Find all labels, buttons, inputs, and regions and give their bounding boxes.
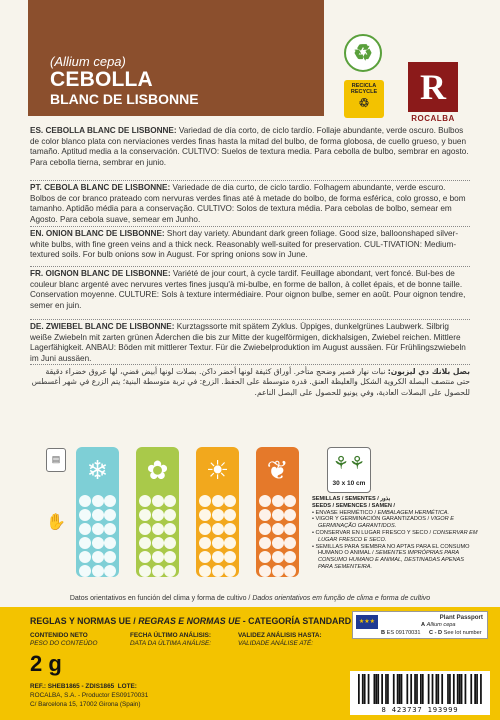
section-text: Variété de jour court, à cycle tardif. Feuillage abondant, vert foncé. Bul-bes de couleur blanc argenté avec nervures vertes fines jusqu'à mi-bulbe, en forme de ballon, à collet épais, et de bonne taille. Conservation moyenne. CULTURE: Sols à texture intermédiaire. Pour oignon bulbe, semer en août. Pour oignon tendre, semer en juin.	[30, 269, 466, 310]
month-dot	[104, 523, 116, 535]
month-dot	[284, 523, 296, 535]
month-dot	[104, 537, 116, 549]
month-dot	[152, 551, 164, 563]
barcode-bar	[375, 674, 377, 704]
month-dot	[272, 551, 284, 563]
section-pt	[30, 183, 470, 225]
barcode-bar	[364, 674, 366, 704]
month-dot	[92, 537, 104, 549]
month-dot	[272, 523, 284, 535]
barcode-bars	[358, 674, 482, 704]
section-text: Short day variety. Abundant dark green foliage. Good size, balloonshaped silver-white bulbs, with fine green veins and a thick neck. Reasonably well-suited for preservation. CUL-TIVATION: Medium-textured soils. For bulb onions sow in August. For spring onions sow in June.	[30, 229, 459, 260]
month-dot	[224, 495, 236, 507]
month-dot	[212, 509, 224, 521]
month-dot	[259, 551, 271, 563]
section-text: Variedade de dia curto, de ciclo tardio. Folhagem abundante, verde escuro. Bolbos de cor branco prateado com nervuras verdes finas até à metade do bolbo, de forma esférica, colo grosso, e bom tamanho. Aptidão média para a conservação. CULTIVO: Solos de textura média. Para cebolas de bolbo, semear em Agosto. Para cebola suave, semear em Junho.	[30, 183, 466, 224]
month-dot	[224, 523, 236, 535]
section-en	[30, 229, 470, 261]
month-dot	[92, 565, 104, 577]
month-dot	[92, 509, 104, 521]
month-dot	[152, 509, 164, 521]
barcode-bar	[459, 674, 461, 704]
seeds-info	[312, 496, 478, 571]
month-dot	[224, 537, 236, 549]
barcode-bar	[406, 674, 408, 704]
planting-spacing-icon: ⚘⚘	[327, 447, 371, 493]
passport-line-b: B ES 09170031	[381, 630, 421, 636]
month-dot	[272, 565, 284, 577]
month-dot	[164, 523, 176, 535]
divider	[30, 266, 470, 267]
month-dot	[284, 565, 296, 577]
last-analysis-label: FECHA ÚLTIMO ANÁLISIS: DATA DA ÚLTIMA ANÁLISE:	[130, 632, 212, 647]
barcode-bar	[465, 674, 467, 704]
section-text: Variedad de día corto, de ciclo tardío. Follaje abundante, verde oscuro. Bulbos de color blanco plata con nerviaciones verdes finas hasta la mitad del bulbo, de forma globosa, de cuello grueso, y buen tamaño. Aptitud media a la conservación. CULTIVO: Suelos de textura media. Para cebolla de bulbo, sembrar en agosto. Para cebolla tierna, sembrar en junio.	[30, 126, 469, 167]
barcode-bar	[362, 674, 364, 704]
month-dot	[259, 509, 271, 521]
seed-note: • ENVASE HERMÉTICO / EMBALAGEM HERMÉTICA.	[312, 509, 450, 516]
month-dot	[104, 509, 116, 521]
address-line: C/ Barcelona 15, 17002 Girona (Spain)	[30, 701, 141, 708]
month-dot	[79, 509, 91, 521]
barcode-bar	[432, 674, 434, 704]
leaf-icon: ❦	[266, 455, 289, 485]
section-label: بصل بلانك دي ليزبون:	[387, 367, 470, 376]
barcode-bar	[399, 674, 401, 704]
barcode-bar	[358, 674, 360, 704]
month-dot	[259, 565, 271, 577]
month-dot	[92, 551, 104, 563]
recycle-label: RECICLA RECYCLE	[350, 83, 378, 95]
eu-rules-title: REGLAS Y NORMAS UE / REGRAS E NORMAS UE - CATEGORÍA STANDARD	[30, 616, 352, 626]
month-dot	[199, 495, 211, 507]
month-dot	[79, 551, 91, 563]
seeds-heading: SEMILLAS / SEMENTES /	[312, 496, 379, 502]
month-dot	[259, 495, 271, 507]
barcode-bar	[393, 674, 395, 704]
product-subtitle: BLANC DE LISBONNE	[50, 91, 199, 107]
section-label: ES. CEBOLLA BLANC DE LISBONNE:	[30, 126, 177, 135]
climate-footnote: Datos orientativos en función del clima y forma de cultivo / Dados orientativos em função de clima e forma de cultivo	[69, 595, 431, 602]
section-de	[30, 322, 470, 364]
month-dot	[139, 565, 151, 577]
barcode-bar	[441, 674, 443, 704]
barcode-bar	[374, 674, 376, 704]
barcode-bar	[428, 674, 430, 704]
analysis-validity-label: VALIDEZ ANÁLISIS HASTA: VALIDADE ANÁLISE ATÉ:	[238, 632, 322, 647]
month-dot	[164, 551, 176, 563]
divider	[30, 226, 470, 227]
month-dot	[284, 495, 296, 507]
passport-line-cd: C - D See lot number	[429, 630, 482, 636]
barcode-number: 8 423737 193999	[381, 705, 459, 714]
section-label: FR. OIGNON BLANC DE LISBONNE:	[30, 269, 171, 278]
month-dot	[139, 537, 151, 549]
seed-note: • VIGOR Y GERMINACIÓN GARANTIZADOS / VIGOR E GERMINAÇÃO GARANTIDOS.	[312, 516, 454, 530]
green-dot-recycle-icon: ♻	[344, 34, 382, 72]
spacing-label: 30 x 10 cm	[332, 480, 366, 487]
month-dot	[139, 495, 151, 507]
season-autumn	[256, 447, 299, 577]
recycle-bin-icon: RECICLA RECYCLE ♲	[344, 80, 384, 118]
month-dot	[284, 509, 296, 521]
divider	[30, 180, 470, 181]
month-dot	[164, 565, 176, 577]
header-banner	[28, 0, 324, 116]
month-dot	[139, 551, 151, 563]
barcode-bar	[414, 674, 416, 704]
month-dot	[284, 537, 296, 549]
barcode-bar	[420, 674, 422, 704]
section-label: EN. ONION BLANC DE LISBONNE:	[30, 229, 165, 238]
section-text: Kurztagssorte mit spätem Zyklus. Üppiges, dunkelgrünes Laubwerk. Silbrig weiße Zwiebeln mit zarten grünen Äderchen die bis zur Mitte der kugelförmigen, dickhalsigen, Zwiebel reichen. Mittlere Lagerfähigkeit. ANBAU: Böden mit mittlerer Textur. Für die Zwiebelproduktion im August aussäen. Für Frühlingszwiebeln im Juni aussäen.	[30, 322, 466, 363]
month-dot	[139, 509, 151, 521]
barcode-bar	[381, 674, 383, 704]
season-winter	[76, 447, 119, 577]
barcode-bar	[437, 674, 439, 704]
month-dot	[224, 565, 236, 577]
month-dot	[212, 537, 224, 549]
month-dot	[104, 565, 116, 577]
month-dot	[272, 537, 284, 549]
plant-passport-title: Plant Passport	[439, 614, 483, 621]
month-dot	[212, 495, 224, 507]
eu-flag-icon: ★★★	[356, 615, 378, 629]
barcode-bar	[474, 674, 476, 704]
month-dot	[199, 523, 211, 535]
barcode-bar	[410, 674, 412, 704]
section-text: نبات نهار قصير وضحج متأخر. أوراق كثيفة لونها أخضر داكن. بصلات لونها أبيض فضي، لها عروق خضراء دقيقة حتى منتصف البصلة الكروية الشكل والغليظة العنق. قدرة متوسطة على الحفظ. الزرع: في تربة متوسطة البنية؛ يتم الزرع في شهر أغسطس للحصول على البصلات العادية، وفي يونيو للحصول على البصل الناعم.	[31, 367, 470, 397]
seeds-heading2: SEEDS / SEMENCES / SAMEN /	[312, 502, 395, 509]
product-title: CEBOLLA	[50, 68, 153, 91]
flower-icon: ✿	[146, 455, 169, 485]
barcode-bar	[461, 674, 463, 704]
month-dot	[92, 495, 104, 507]
season-spring	[136, 447, 179, 577]
barcode-bar	[368, 674, 370, 704]
month-dot	[164, 537, 176, 549]
season-summer	[196, 447, 239, 577]
month-dot	[272, 509, 284, 521]
barcode-bar	[476, 674, 478, 704]
month-dot	[212, 565, 224, 577]
month-dot	[199, 551, 211, 563]
barcode-bar	[422, 674, 424, 704]
reference-line: REF.: SHEB1865 - ZDIS1865 LOTE:	[30, 683, 137, 690]
snowflake-icon: ❄	[86, 455, 109, 485]
month-dot	[152, 537, 164, 549]
month-dot	[164, 509, 176, 521]
barcode-bar	[457, 674, 459, 704]
sun-icon: ☀	[205, 455, 230, 485]
month-dot	[104, 551, 116, 563]
section-label: PT. CEBOLA BLANC DE LISBONNE:	[30, 183, 171, 192]
month-dot	[259, 537, 271, 549]
month-dot	[152, 565, 164, 577]
month-dot	[79, 523, 91, 535]
seed-note: • SEMILLAS PARA SIEMBRA NO APTAS PARA EL CONSUMO HUMANO O ANIMAL / SEMENTES IMPRÓPRIAS PARA CONSUMO HUMANO E ANIMAL, DESTINADAS APENAS PARA SEMENTEIRA.	[312, 543, 470, 570]
barcode-bar	[447, 674, 449, 704]
seed-note: • CONSERVAR EN LUGAR FRESCO Y SECO / CONSERVAR EM LUGAR FRESCO E SECO.	[312, 529, 478, 543]
barcode-bar	[453, 674, 455, 704]
month-dot	[199, 537, 211, 549]
month-dot	[199, 509, 211, 521]
barcode-bar	[387, 674, 389, 704]
month-dot	[92, 523, 104, 535]
barcode-bar	[436, 674, 438, 704]
net-content-label: CONTENIDO NETO PESO DO CONTEÚDO	[30, 632, 98, 647]
month-dot	[79, 565, 91, 577]
rocalba-logo: R	[408, 62, 458, 112]
plant-passport	[352, 611, 488, 639]
barcode-bar	[416, 674, 418, 704]
month-dot	[79, 495, 91, 507]
barcode-bar	[480, 674, 482, 704]
seeds-heading-ar: بذور	[380, 496, 391, 502]
barcode-bar	[449, 674, 451, 704]
month-dot	[259, 523, 271, 535]
net-content-value: 2 g	[30, 651, 62, 676]
month-dot	[139, 523, 151, 535]
passport-line-a: A Allium cepa	[421, 622, 456, 628]
month-dot	[152, 523, 164, 535]
section-label: DE. ZWIEBEL BLANC DE LISBONNE:	[30, 322, 175, 331]
brand-name: ROCALBA	[411, 114, 455, 123]
month-dot	[224, 551, 236, 563]
barcode-bar	[377, 674, 379, 704]
latin-name: (Allium cepa)	[50, 54, 126, 69]
section-fr	[30, 269, 470, 311]
month-dot	[224, 509, 236, 521]
section-ar	[30, 367, 470, 398]
barcode-bar	[401, 674, 403, 704]
month-dot	[212, 551, 224, 563]
month-dot	[212, 523, 224, 535]
month-dot	[199, 565, 211, 577]
month-dot	[164, 495, 176, 507]
company-line: ROCALBA, S.A. - Productor ES09170031	[30, 692, 149, 699]
barcode-bar	[470, 674, 472, 704]
divider	[30, 364, 470, 365]
month-dot	[104, 495, 116, 507]
month-dot	[272, 495, 284, 507]
section-es	[30, 126, 470, 168]
month-dot	[152, 495, 164, 507]
month-dot	[79, 537, 91, 549]
barcode	[350, 671, 490, 715]
regulatory-footer	[0, 607, 500, 720]
barcode-bar	[385, 674, 387, 704]
month-dot	[284, 551, 296, 563]
harvest-hands-icon: ✋	[46, 514, 66, 531]
divider	[30, 319, 470, 320]
barcode-bar	[397, 674, 399, 704]
seed-packet-icon: ▤	[46, 448, 66, 472]
